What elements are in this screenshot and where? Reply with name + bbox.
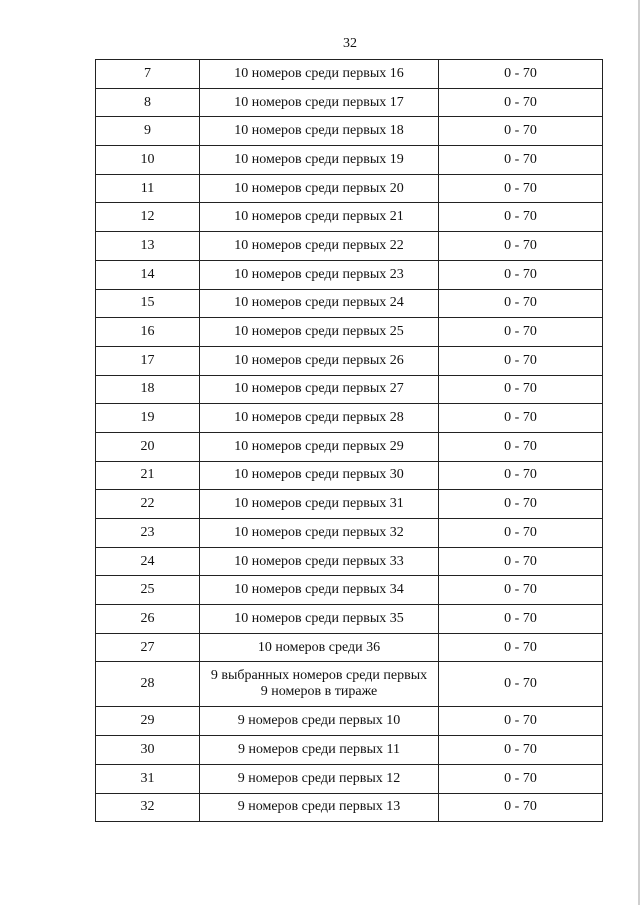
row-number-cell: 12	[96, 203, 200, 232]
description-cell: 10 номеров среди первых 31	[200, 490, 439, 519]
description-line: 9 выбранных номеров среди первых	[210, 668, 428, 684]
row-number-cell: 31	[96, 764, 200, 793]
table-body	[96, 60, 603, 822]
page-number: 32	[343, 36, 357, 51]
row-number-cell: 27	[96, 633, 200, 662]
row-number-cell: 10	[96, 146, 200, 175]
table-row	[96, 461, 603, 490]
row-number-cell: 24	[96, 547, 200, 576]
description-cell: 10 номеров среди первых 17	[200, 88, 439, 117]
table-row	[96, 764, 603, 793]
range-cell: 0 - 70	[439, 346, 603, 375]
range-cell: 0 - 70	[439, 60, 603, 89]
row-number-cell: 16	[96, 318, 200, 347]
range-cell: 0 - 70	[439, 633, 603, 662]
row-number-cell: 9	[96, 117, 200, 146]
lottery-table	[95, 59, 603, 822]
range-cell: 0 - 70	[439, 576, 603, 605]
description-cell: 10 номеров среди первых 25	[200, 318, 439, 347]
row-number-cell: 13	[96, 232, 200, 261]
table-row	[96, 60, 603, 89]
row-number-cell: 20	[96, 432, 200, 461]
description-cell: 9 номеров среди первых 11	[200, 736, 439, 765]
table-row	[96, 203, 603, 232]
description-line: 9 номеров в тираже	[260, 684, 378, 700]
row-number-cell: 8	[96, 88, 200, 117]
description-cell: 10 номеров среди первых 21	[200, 203, 439, 232]
range-cell: 0 - 70	[439, 203, 603, 232]
range-cell: 0 - 70	[439, 289, 603, 318]
table-row	[96, 605, 603, 634]
table-row	[96, 318, 603, 347]
table-row	[96, 88, 603, 117]
row-number-cell: 28	[96, 662, 200, 707]
description-cell: 10 номеров среди первых 33	[200, 547, 439, 576]
table-row	[96, 260, 603, 289]
table-row	[96, 432, 603, 461]
row-number-cell: 26	[96, 605, 200, 634]
row-number-cell: 15	[96, 289, 200, 318]
range-cell: 0 - 70	[439, 707, 603, 736]
range-cell: 0 - 70	[439, 490, 603, 519]
description-cell: 10 номеров среди 36	[200, 633, 439, 662]
table-row	[96, 633, 603, 662]
row-number-cell: 17	[96, 346, 200, 375]
description-cell: 10 номеров среди первых 28	[200, 404, 439, 433]
range-cell: 0 - 70	[439, 764, 603, 793]
description-cell: 10 номеров среди первых 19	[200, 146, 439, 175]
range-cell: 0 - 70	[439, 117, 603, 146]
row-number-cell: 30	[96, 736, 200, 765]
description-cell	[200, 662, 439, 707]
range-cell: 0 - 70	[439, 461, 603, 490]
range-cell: 0 - 70	[439, 232, 603, 261]
table-row	[96, 662, 603, 707]
table-row	[96, 375, 603, 404]
table-row	[96, 519, 603, 548]
range-cell: 0 - 70	[439, 404, 603, 433]
range-cell: 0 - 70	[439, 146, 603, 175]
range-cell: 0 - 70	[439, 793, 603, 822]
row-number-cell: 14	[96, 260, 200, 289]
description-cell: 10 номеров среди первых 26	[200, 346, 439, 375]
description-cell: 10 номеров среди первых 24	[200, 289, 439, 318]
range-cell: 0 - 70	[439, 605, 603, 634]
range-cell: 0 - 70	[439, 174, 603, 203]
range-cell: 0 - 70	[439, 432, 603, 461]
table-row	[96, 490, 603, 519]
description-cell: 9 номеров среди первых 10	[200, 707, 439, 736]
description-cell: 10 номеров среди первых 27	[200, 375, 439, 404]
description-cell: 10 номеров среди первых 18	[200, 117, 439, 146]
range-cell: 0 - 70	[439, 662, 603, 707]
description-cell: 10 номеров среди первых 32	[200, 519, 439, 548]
table-row	[96, 576, 603, 605]
range-cell: 0 - 70	[439, 88, 603, 117]
row-number-cell: 18	[96, 375, 200, 404]
range-cell: 0 - 70	[439, 260, 603, 289]
row-number-cell: 22	[96, 490, 200, 519]
table-row	[96, 404, 603, 433]
table-row	[96, 117, 603, 146]
range-cell: 0 - 70	[439, 736, 603, 765]
range-cell: 0 - 70	[439, 519, 603, 548]
row-number-cell: 19	[96, 404, 200, 433]
table-row	[96, 289, 603, 318]
range-cell: 0 - 70	[439, 318, 603, 347]
table-row	[96, 346, 603, 375]
row-number-cell: 21	[96, 461, 200, 490]
row-number-cell: 25	[96, 576, 200, 605]
description-cell: 10 номеров среди первых 34	[200, 576, 439, 605]
description-cell: 10 номеров среди первых 16	[200, 60, 439, 89]
description-cell: 10 номеров среди первых 35	[200, 605, 439, 634]
range-cell: 0 - 70	[439, 375, 603, 404]
table-row	[96, 793, 603, 822]
table-row	[96, 547, 603, 576]
description-cell: 9 номеров среди первых 12	[200, 764, 439, 793]
description-cell: 10 номеров среди первых 29	[200, 432, 439, 461]
description-cell: 10 номеров среди первых 20	[200, 174, 439, 203]
description-cell: 9 номеров среди первых 13	[200, 793, 439, 822]
row-number-cell: 7	[96, 60, 200, 89]
row-number-cell: 23	[96, 519, 200, 548]
range-cell: 0 - 70	[439, 547, 603, 576]
description-cell: 10 номеров среди первых 30	[200, 461, 439, 490]
row-number-cell: 32	[96, 793, 200, 822]
description-cell: 10 номеров среди первых 22	[200, 232, 439, 261]
table-row	[96, 146, 603, 175]
table-row	[96, 736, 603, 765]
description-cell: 10 номеров среди первых 23	[200, 260, 439, 289]
table-row	[96, 707, 603, 736]
row-number-cell: 29	[96, 707, 200, 736]
table-row	[96, 232, 603, 261]
table-row	[96, 174, 603, 203]
row-number-cell: 11	[96, 174, 200, 203]
